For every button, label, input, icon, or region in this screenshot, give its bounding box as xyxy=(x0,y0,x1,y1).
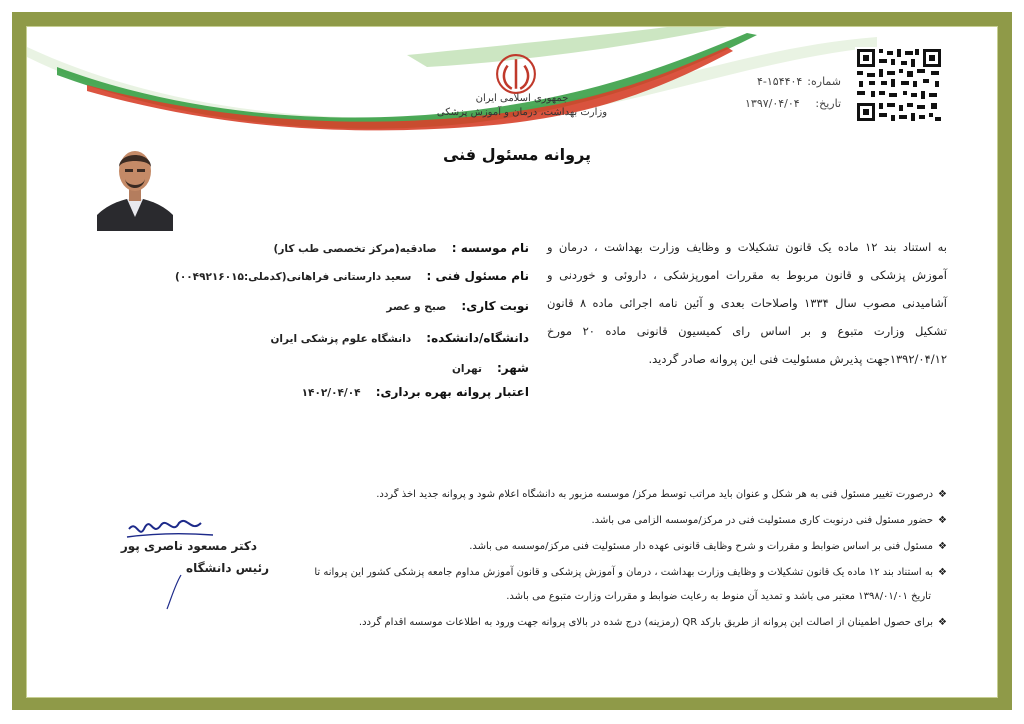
signer-name: دکتر مسعود ناصری پور xyxy=(120,539,257,553)
shift-field xyxy=(386,295,529,314)
qr-code-icon[interactable] xyxy=(855,47,943,123)
signer-block xyxy=(107,539,269,575)
condition-item: ❖مسئول فنی بر اساس ضوابط و مقررات و شرح وظایف قانونی عهده دار مسئولیت فنی مرکز/موسسه می باشد. xyxy=(469,541,947,552)
diamond-bullet-icon: ❖ xyxy=(938,617,947,628)
validity-value: ۱۴۰۲/۰۴/۰۴ xyxy=(301,387,361,399)
certificate-body xyxy=(26,26,998,698)
emblem-ministry-text: وزارت بهداشت، درمان و آموزش پزشکی xyxy=(436,107,608,118)
diamond-bullet-icon: ❖ xyxy=(938,515,947,526)
manager-value: سعید دارستانی فراهانی(کدملی:۰۰۴۹۲۱۶۰۱۵) xyxy=(175,271,412,283)
date-value: ۱۳۹۷/۰۴/۰۴ xyxy=(745,97,800,110)
institution-field xyxy=(274,237,529,256)
validity-label: اعتبار پروانه بهره برداری: xyxy=(375,385,529,399)
holder-photo xyxy=(97,137,173,231)
city-field xyxy=(452,357,529,376)
university-value: دانشگاه علوم پزشکی ایران xyxy=(270,333,412,345)
diamond-bullet-icon: ❖ xyxy=(938,489,947,500)
city-value: تهران xyxy=(451,363,482,375)
date-label: تاریخ: xyxy=(815,97,841,110)
number-value: ۴-۱۵۴۴۰۴ xyxy=(757,75,803,88)
condition-item: ❖به استناد بند ۱۲ ماده یک قانون تشکیلات و وظایف وزارت بهداشت ، درمان و آموزش پزشکی و قانون آموزش مداوم جامعه پزشکی کشور این پروانه تا xyxy=(314,567,947,578)
institution-value: صادقیه(مرکز تخصصی طب کار) xyxy=(273,243,437,255)
condition-item: ❖حضور مسئول فنی درنوبت کاری مسئولیت فنی در مرکز/موسسه الزامی می باشد. xyxy=(591,515,947,526)
manager-field xyxy=(175,265,529,284)
iran-emblem-icon xyxy=(495,53,537,95)
emblem-country-text: جمهوری اسلامی ایران xyxy=(475,93,569,104)
signer-role: رئیس دانشگاه xyxy=(185,561,269,575)
university-label: دانشگاه/دانشکده: xyxy=(426,331,529,345)
shift-value: صبح و عصر xyxy=(386,301,447,313)
intro-paragraph: به استناد بند ۱۲ ماده یک قانون تشکیلات و وظایف وزارت بهداشت ، درمان و آموزش پزشکی و قانون مربوط به مقررات امورپزشکی ، داروئی و خوردنی و آشامیدنی مصوب سال ۱۳۳۴ واصلاحات بعدی و آئین نامه اجرائی ماده ۸ قانون تشکیل وزارت متبوع و بر اساس رای کمیسیون قانونی ماده ۲۰ مورخ ۱۳۹۲/۰۴/۱۲جهت پذیرش مسئولیت فنی این پروانه صادر گردید. xyxy=(547,240,947,366)
manager-label: نام مسئول فنی : xyxy=(426,269,529,283)
number-label: شماره: xyxy=(807,75,841,88)
condition-continuation: تاریخ ۱۳۹۸/۰۱/۰۱ معتبر می باشد و تمدید آن منوط به رعایت ضوابط و مقررات وزارت متبوع می باشد. xyxy=(506,591,931,602)
university-field xyxy=(270,327,529,346)
validity-field xyxy=(302,381,529,400)
diamond-bullet-icon: ❖ xyxy=(938,567,947,578)
city-label: شهر: xyxy=(497,361,529,375)
condition-item: ❖درصورت تغییر مسئول فنی به هر شکل و عنوان باید مراتب توسط مرکز/ موسسه مزبور به دانشگاه اعلام شود و پروانه جدید اخذ گردد. xyxy=(376,489,947,500)
condition-item: ❖برای حصول اطمینان از اصالت این پروانه از طریق بارکد QR (رمزینه) درج شده در بالای پروانه جهت ورود به اطلاعات موسسه اقدام گردد. xyxy=(358,617,947,628)
document-meta xyxy=(745,75,841,115)
institution-label: نام موسسه : xyxy=(451,241,529,255)
certificate-title: پروانه مسئول فنی xyxy=(442,145,592,164)
shift-label: نوبت کاری: xyxy=(461,299,529,313)
diamond-bullet-icon: ❖ xyxy=(938,541,947,552)
